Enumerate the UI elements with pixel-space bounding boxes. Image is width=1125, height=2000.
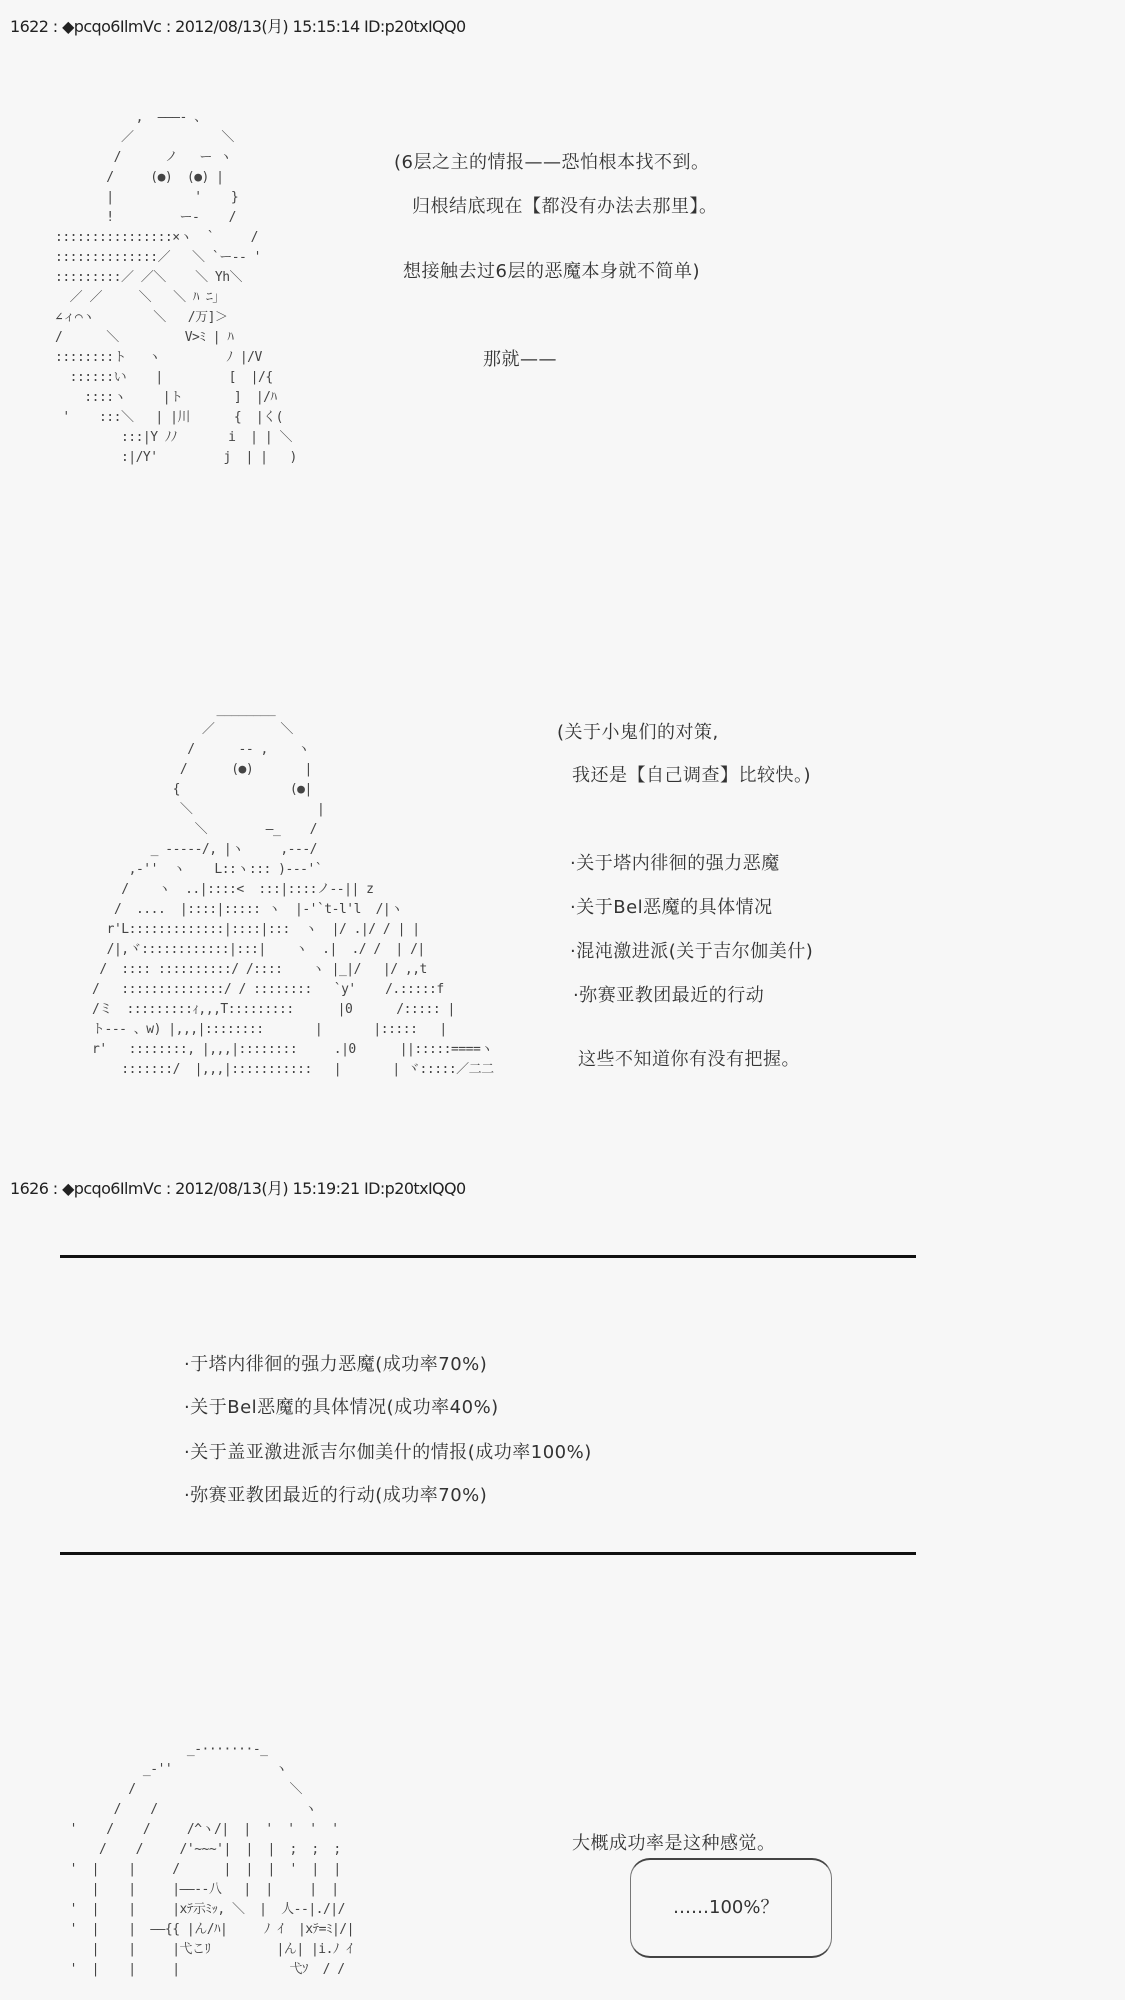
ascii-art-figure-3: _-·······-_ _-'' ヽ / ＼ / / ヽ ' / / /^ヽ/| | ' ' ' ' / / /'~~~'| | | ; ; ; ' | | / | | | ' | | | | |――--八 | | | | ' | | |xﾃ示ﾐｯ, ＼ | 人--|./|/ ' | | ――{{ |ん/ﾊ| ﾉ ｲ |xﾃ=ﾐ|/| | | |弋こﾘ |ん| |i.ﾉ ｲ ' | | | 弋ｿ / / [69,1742,354,1977]
ascii-art-figure-2: ________ ／ ＼ / -- , ヽ / (●) | { (●| ＼ | ＼ ―_ / _ -----/, |ヽ ,---/ ,-'' ヽ L::ヽ::: )---'` / ヽ ..|::::< :::|::::ノ--|| z / .... |::::|::::: ヽ |-'`t-l'l /|ヽ r'L:::::::::::::|::::|::: ヽ |/ .|/ / | | /|,ヾ::::::::::::|:::| ヽ .| ./ / | /| / :::: ::::::::::/ /:::: ヽ |_|/ |/ ,,t / ::::::::::::::/ / :::::::: `y' /.:::::f /ミ :::::::::ｨ,,,T::::::::: |0 /::::: | ト--- 、w) |,,,|:::::::: | |::::: | r' ::::::::, |,,,|:::::::: .|0 ||:::::====ヽ :::::::/ |,,,|::::::::::: | | ヾ:::::／二二 [92,702,494,1077]
ascii-art-figure-1: , ―――- 、 ／ ＼ / ノ ー ヽ / (●) (●) | | ' } ! ー- / ::::::::::::::::×ヽ ` / ::::::::::::::／ ＼ `ー-- ' :::::::::／ ／＼ ＼ Yh＼ ／ ／ ＼ ＼ ﾊ ﾆ」 ∠ィ⌒ヽ ＼ /万]＞ / ＼ V>ﾐ | ﾊ ::::::::ト ヽ ﾉ |/V ::::::い | [ |/{ ::::ヽ |ト ] |/ﾊ ' :::＼ | |川 { |く( :::|Y ﾉﾉ i | | ＼ :|/Y' j | | ) [55,110,297,465]
list-item: ·于塔内徘徊的强力恶魔(成功率70%) [184,1354,488,1375]
post-header-1626: 1626 : ◆pcqo6IlmVc : 2012/08/13(月) 15:19:21 ID:p20txIQQ0 [10,1179,466,1198]
post-header-1622: 1622 : ◆pcqo6IlmVc : 2012/08/13(月) 15:15:14 ID:p20txIQQ0 [10,17,466,36]
dialogue-line: (关于小鬼们的对策, [557,722,719,743]
dialogue-line: 那就—— [483,349,557,370]
bullet-item: ·关于Bel恶魔的具体情况 [570,897,773,918]
list-item: ·弥赛亚教团最近的行动(成功率70%) [184,1485,488,1506]
dialogue-line: 我还是【自己调查】比较快。) [572,765,812,786]
list-item: ·关于Bel恶魔的具体情况(成功率40%) [184,1397,499,1418]
bullet-item: ·关于塔内徘徊的强力恶魔 [570,853,780,874]
divider-rule [60,1255,916,1258]
bullet-item: ·混沌激进派(关于吉尔伽美什) [570,941,814,962]
dialogue-line: 大概成功率是这种感觉。 [572,1833,776,1854]
list-item: ·关于盖亚激进派吉尔伽美什的情报(成功率100%) [184,1442,592,1463]
speech-bubble-text: ……100%？ [673,1897,779,1918]
dialogue-line: 归根结底现在【都没有办法去那里】。 [412,196,718,217]
dialogue-line: 想接触去过6层的恶魔本身就不简单) [403,261,700,282]
dialogue-line: 这些不知道你有没有把握。 [578,1049,800,1070]
divider-rule [60,1552,916,1555]
dialogue-line: (6层之主的情报——恐怕根本找不到。 [394,152,710,173]
bullet-item: ·弥赛亚教团最近的行动 [573,985,765,1006]
speech-bubble [630,1858,832,1958]
